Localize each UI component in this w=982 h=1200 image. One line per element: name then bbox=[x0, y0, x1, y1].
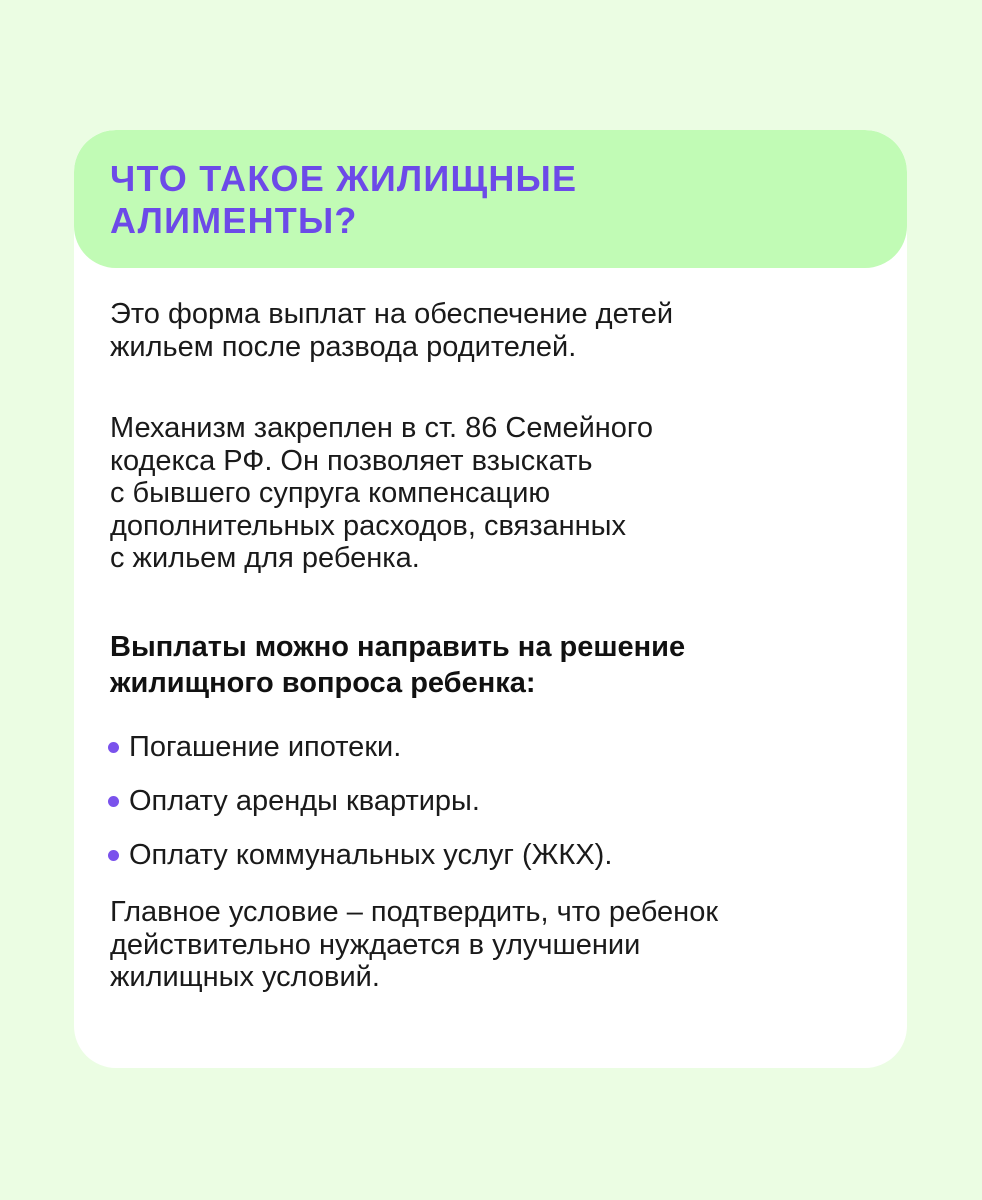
law-paragraph bbox=[110, 412, 653, 575]
text-line: с жильем для ребенка. bbox=[110, 542, 420, 574]
bullet-list bbox=[108, 720, 612, 882]
list-item bbox=[108, 720, 612, 774]
text-line: дополнительных расходов, связанных bbox=[110, 509, 627, 542]
info-card bbox=[74, 130, 907, 1068]
text-line: Это форма выплат на обеспечение детей bbox=[110, 298, 674, 330]
text-line: жилищного вопроса ребенка: bbox=[110, 667, 536, 699]
list-item bbox=[108, 828, 612, 882]
bullet-dot-icon bbox=[108, 742, 119, 753]
condition-paragraph bbox=[110, 896, 718, 994]
intro-paragraph bbox=[110, 298, 673, 363]
card-header bbox=[74, 130, 907, 268]
title-line: АЛИМЕНТЫ? bbox=[110, 200, 358, 241]
text-line: жилищных условий. bbox=[110, 961, 380, 993]
text-line: Выплаты можно направить на решение bbox=[110, 631, 686, 663]
text-line: жильем после развода родителей. bbox=[110, 330, 577, 363]
text-line: кодекса РФ. Он позволяет взыскать bbox=[110, 444, 593, 477]
bold-heading bbox=[110, 629, 685, 701]
title-line: ЧТО ТАКОЕ ЖИЛИЩНЫЕ bbox=[110, 158, 578, 199]
text-line: действительно нуждается в улучшении bbox=[110, 928, 641, 961]
bullet-dot-icon bbox=[108, 850, 119, 861]
list-item-text: Оплату коммунальных услуг (ЖКХ). bbox=[129, 839, 613, 871]
card-title bbox=[110, 158, 577, 242]
list-item-text: Погашение ипотеки. bbox=[129, 731, 402, 763]
text-line: Механизм закреплен в ст. 86 Семейного bbox=[110, 412, 653, 444]
text-line: с бывшего супруга компенсацию bbox=[110, 477, 551, 509]
list-item bbox=[108, 774, 612, 828]
list-item-text: Оплату аренды квартиры. bbox=[129, 785, 480, 817]
bullet-dot-icon bbox=[108, 796, 119, 807]
text-line: Главное условие – подтвердить, что ребенок bbox=[110, 896, 719, 928]
